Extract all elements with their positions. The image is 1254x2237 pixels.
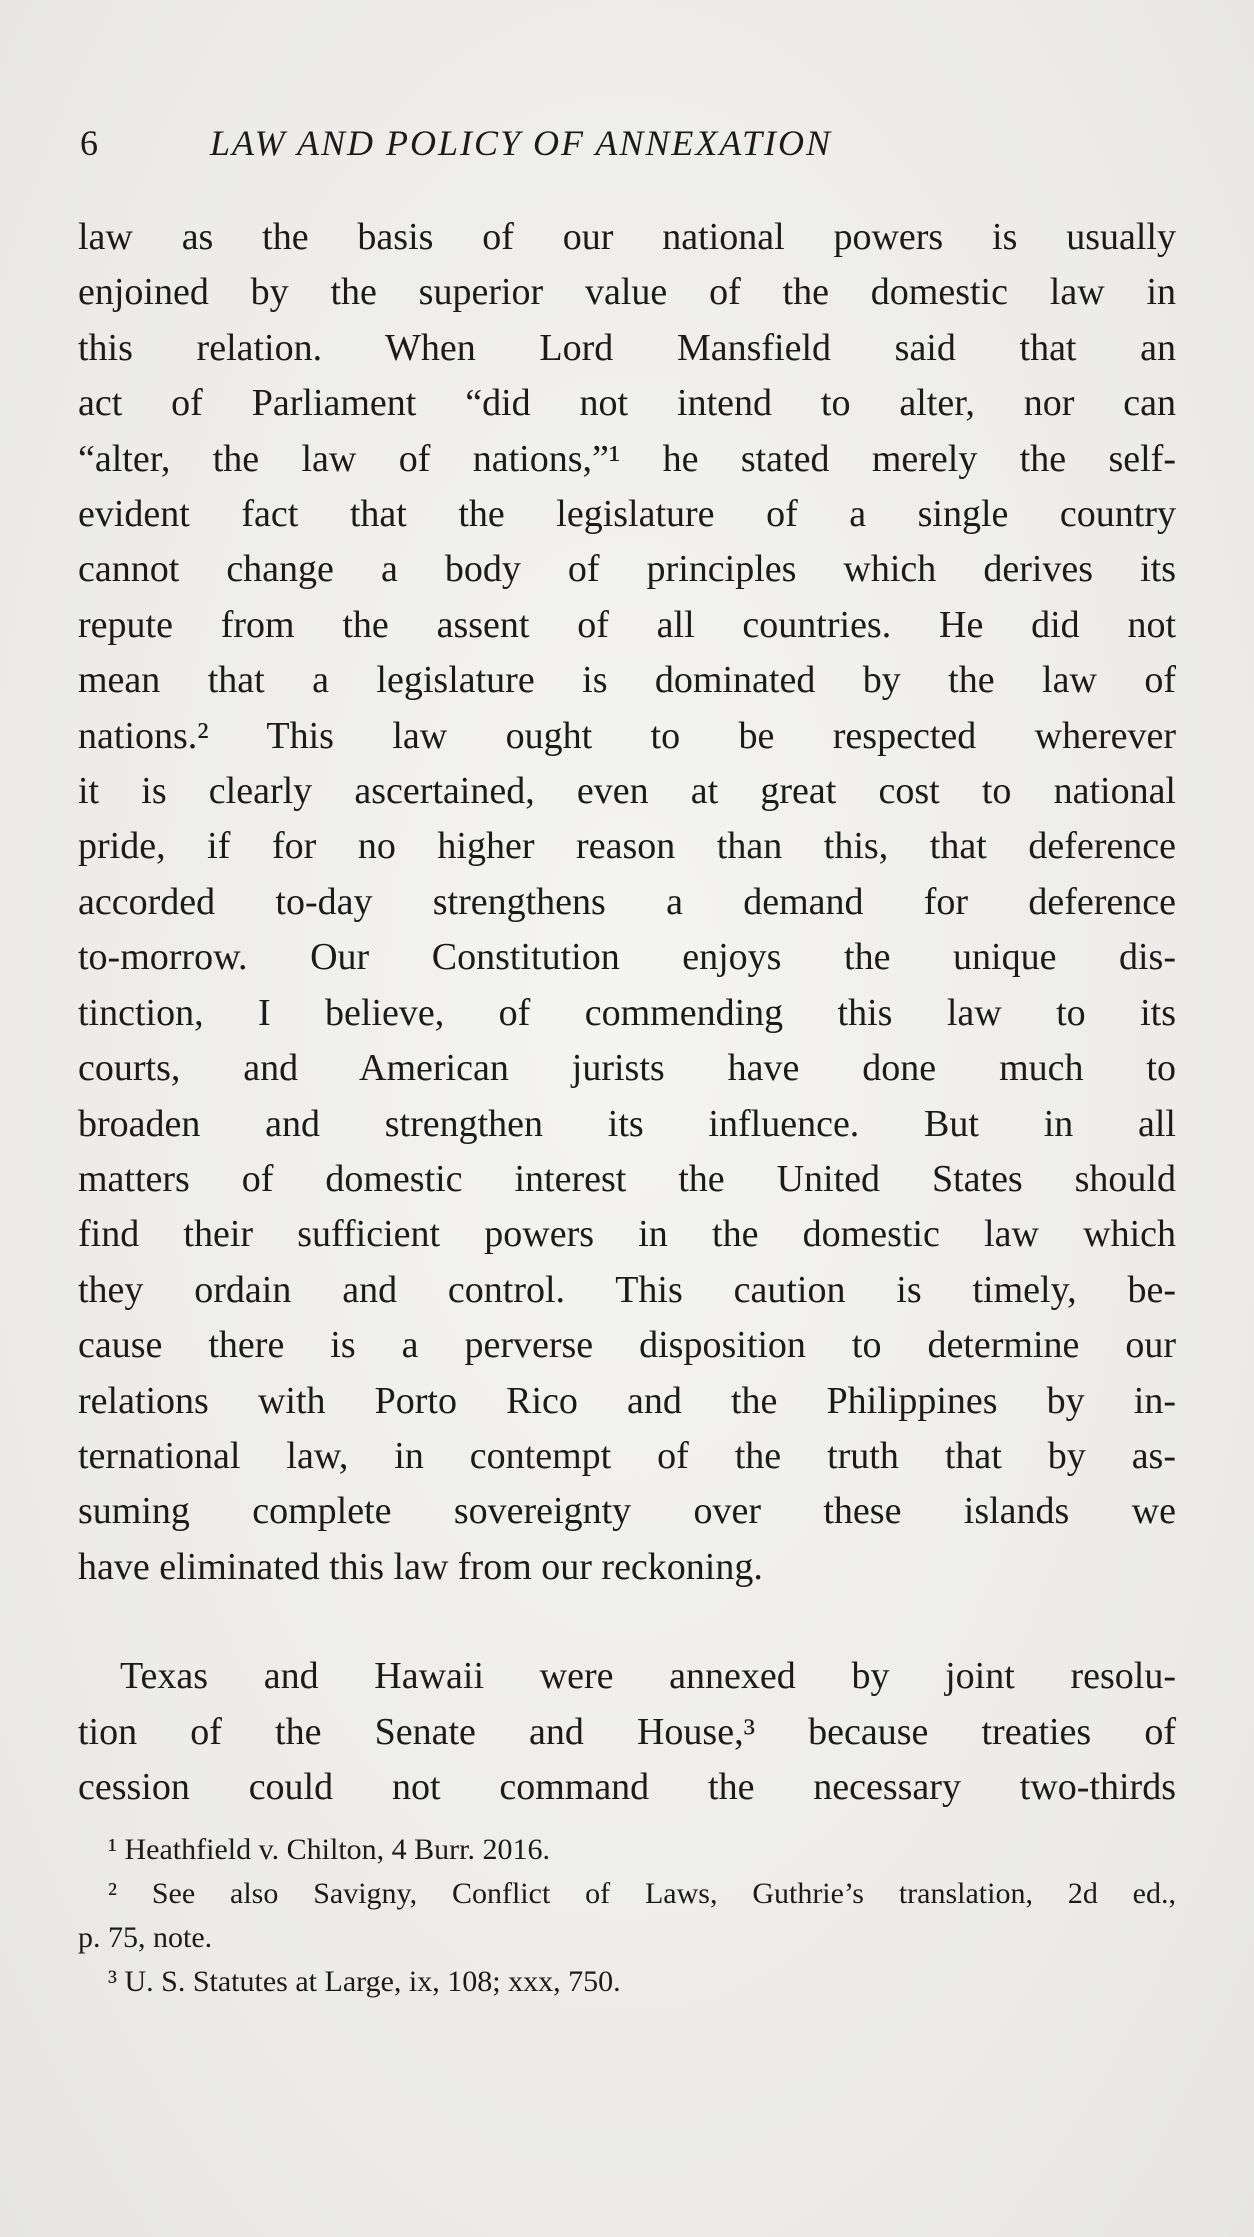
- text-line: it is clearly ascertained, even at great cost to national: [78, 770, 1176, 813]
- text-line: pride, if for no higher reason than this, that deference: [78, 825, 1176, 868]
- paragraph-1: [78, 210, 1176, 1595]
- text-line: repute from the assent of all countries. He did not: [78, 603, 1176, 646]
- text-line: matters of domestic interest the United States should: [78, 1157, 1176, 1200]
- footnotes: [78, 1828, 1176, 2004]
- footnote-2-continuation: p. 75, note.: [78, 1921, 213, 1954]
- page-header: [80, 118, 1180, 168]
- text-line: nations.² This law ought to be respected wherever: [78, 714, 1176, 757]
- text-line: have eliminated this law from our reckoning.: [78, 1545, 763, 1588]
- text-line: they ordain and control. This caution is timely, be-: [78, 1268, 1176, 1311]
- text-line: accorded to-day strengthens a demand for deference: [78, 880, 1176, 923]
- text-line: evident fact that the legislature of a single country: [78, 493, 1176, 536]
- footnote-3: ³ U. S. Statutes at Large, ix, 108; xxx, 750.: [108, 1965, 621, 1998]
- text-line: find their sufficient powers in the domestic law which: [78, 1213, 1176, 1256]
- text-line: tion of the Senate and House,³ because treaties of: [78, 1710, 1176, 1753]
- text-line: suming complete sovereignty over these islands we: [78, 1490, 1176, 1533]
- text-line: to-morrow. Our Constitution enjoys the unique dis-: [78, 936, 1176, 979]
- text-line: tinction, I believe, of commending this law to its: [78, 991, 1176, 1034]
- text-line: cession could not command the necessary two-thirds: [78, 1765, 1176, 1808]
- footnote-2: ² See also Savigny, Conflict of Laws, Guthrie’s translation, 2d ed.,: [108, 1877, 1176, 1910]
- paragraph-2: [78, 1649, 1176, 1815]
- text-line: mean that a legislature is dominated by the law of: [78, 659, 1176, 702]
- page-number: 6: [80, 123, 98, 163]
- text-line: broaden and strengthen its influence. But in all: [78, 1102, 1176, 1145]
- text-line: law as the basis of our national powers is usually: [78, 216, 1176, 258]
- text-line: relations with Porto Rico and the Philippines by in-: [78, 1379, 1176, 1422]
- running-title: LAW AND POLICY OF ANNEXATION: [210, 123, 833, 163]
- text-line: cannot change a body of principles which derives its: [78, 548, 1176, 591]
- text-line: this relation. When Lord Mansfield said that an: [78, 326, 1176, 369]
- text-line: cause there is a perverse disposition to determine our: [78, 1324, 1176, 1367]
- footnote-1: ¹ Heathfield v. Chilton, 4 Burr. 2016.: [108, 1833, 551, 1866]
- text-line: Texas and Hawaii were annexed by joint resolu-: [120, 1655, 1176, 1698]
- text-line: act of Parliament “did not intend to alter, nor can: [78, 382, 1176, 425]
- text-line: “alter, the law of nations,”¹ he stated merely the self-: [78, 437, 1176, 480]
- text-line: ternational law, in contempt of the truth that by as-: [78, 1434, 1176, 1477]
- text-line: courts, and American jurists have done much to: [78, 1047, 1176, 1090]
- text-line: enjoined by the superior value of the domestic law in: [78, 271, 1176, 314]
- page-body: [78, 210, 1176, 1815]
